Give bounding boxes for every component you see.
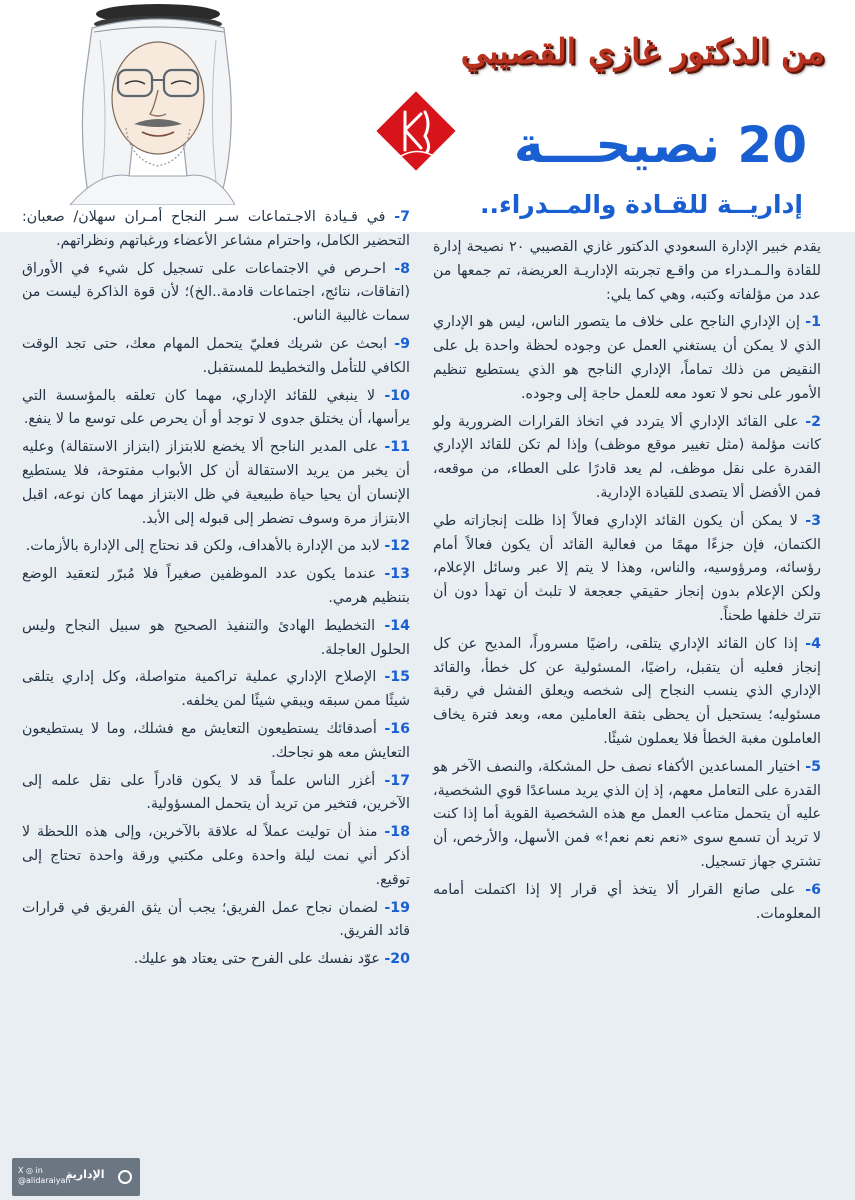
tip-number: 20- xyxy=(384,951,410,968)
tip-11 xyxy=(22,436,410,531)
tip-number: 10- xyxy=(384,387,410,404)
tip-text: أغزر الناس علماً قد لا يكون قادراً على نقل علمه إلى الآخرين، فتخير من تريد أن يتحمل المسؤولية. xyxy=(22,772,410,813)
tip-12 xyxy=(22,535,410,559)
tip-number: 15- xyxy=(384,669,410,686)
tip-text: عوّد نفسك على الفرح حتى يعتاد هو عليك. xyxy=(133,951,385,968)
footer-social xyxy=(18,1166,70,1186)
tip-text: منذ أن توليت عملاً له علاقة بالآخرين، وإلى هذه اللحظة لا أذكر أني نمت ليلة واحدة وعلى مكتبي ورقة واحدة تحتاج إلى توقيع. xyxy=(22,824,410,888)
tip-number: 13- xyxy=(384,566,410,583)
page-subtitle: إداريــة للقـادة والمــدراء.. xyxy=(479,190,803,219)
tip-text: على القائد الإداري ألا يتردد في اتخاذ القرارات الضرورية ولو كانت مؤلمة (مثل تغيير موقع موظف) وإذا لم تكن للقائد الإداري القدرة على نقل موظف، لم يعد قادرًا على العطاء، من موقعه، فمن الأفضل ألا يتصدى للقيادة الإدارية. xyxy=(433,413,821,501)
tip-2 xyxy=(433,411,821,506)
social-handle: @alidaraiyah xyxy=(18,1176,71,1185)
tip-text: ابحث عن شريك فعليّ يتحمل المهام معك، حتى تجد الوقت الكافي للتأمل والتخطيط للمستقبل. xyxy=(22,335,410,376)
tip-number: 1- xyxy=(805,314,821,331)
left-column xyxy=(22,206,410,976)
tip-text: احـرص في الاجتماعات على تسجيل كل شيء في الأوراق (اتفاقات، نتائج، اجتماعات قادمة..الخ)؛ لأن قوة الذاكرة ليست من سمات غالبية الناس. xyxy=(22,260,410,325)
tip-16 xyxy=(22,718,410,766)
tip-13 xyxy=(22,563,410,611)
tip-14 xyxy=(22,615,410,663)
tip-18 xyxy=(22,821,410,892)
tip-text: على صانع القرار ألا يتخذ أي قرار إلا إذا اكتملت أمامه المعلومات. xyxy=(433,881,821,922)
tip-7 xyxy=(22,206,410,254)
tip-number: 7- xyxy=(394,209,410,225)
tip-text: إن الإداري الناجح على خلاف ما يتصور الناس، ليس هو الإداري الذي لا يمكن أن يستغني العمل عن وجوده لحظة واحدة بل على النقيض من ذلك تماماً، الإداري الناجح هو الذي يستطيع تنظيم الأمور على نحو لا تعود معه للعمل حاجة إلى وجوده. xyxy=(433,314,821,402)
red-diamond-logo-icon xyxy=(375,90,457,172)
footer-brand: الإدارية xyxy=(66,1168,105,1181)
tip-text: التخطيط الهادئ والتنفيذ الصحيح هو سبيل النجاح وليس الحلول العاجلة. xyxy=(22,617,410,658)
tip-number: 12- xyxy=(384,538,410,555)
tip-text: لا ينبغي للقائد الإداري، مهما كان تعلقه بالمؤسسة التي يرأسها، أن يختلق جدوى لا توجد أو أن يحرص على توسع ما لا ينفع. xyxy=(22,387,410,428)
tip-4 xyxy=(433,633,821,752)
tip-text: أصدقائك يستطيعون التعايش مع فشلك، وما لا يستطيعون التعايش معه هو نجاحك. xyxy=(22,720,410,761)
intro-paragraph: يقدم خبير الإدارة السعودي الدكتور غازي القصيبي ٢٠ نصيحة إدارة للقادة والـمـدراء من واقـع تجربته الإداريـة العريضة، تم جمعها من عدد من مؤلفاته وكتبه، وهي كما يلي: xyxy=(433,239,821,303)
tip-1 xyxy=(433,311,821,406)
tip-text: في قـيادة الاجـتماعات سـر النجاح أمـران سهلان/ صعبان: التحضير الكامل، واحترام مشاعر الأعضاء ورغباتهم ونظراتهم. xyxy=(22,209,410,249)
tip-number: 19- xyxy=(384,899,410,916)
tip-number: 17- xyxy=(384,772,410,789)
tip-15 xyxy=(22,666,410,714)
tip-9 xyxy=(22,333,410,381)
tip-number: 2- xyxy=(805,413,821,430)
tip-3 xyxy=(433,510,821,629)
tip-text: لضمان نجاح عمل الفريق؛ يجب أن يثق الفريق في قرارات قائد الفريق. xyxy=(22,899,410,940)
tip-text: إذا كان القائد الإداري يتلقى، راضيًا مسروراً، المديح عن كل إنجاز فعليه أن يتقبل، راضيًا، المسئولية عن كل خطأ، والقائد الإداري الذي ينسب النجاح إلى شخصه ويعلق الفشل في رقبة مسئوليه؛ يستحيل أن يحظى بثقة العاملين معه، وبعد فترة يخاف العاملون مغبة الخطأ فلا يعملون شيئًا. xyxy=(433,635,821,747)
tip-number: 4- xyxy=(805,635,821,652)
header xyxy=(0,0,855,232)
brand-logo-icon xyxy=(118,1170,132,1184)
tip-text: اختيار المساعدين الأكفاء نصف حل المشكلة، والنصف الآخر هو القدرة على التعامل معهم، إذ إن الذي يريد مساعدًا قوي الشخصية، عليه أن يتحمل متاعب العمل مع هذه الشخصية القوية أما إذا كنت لا تريد أن تسمع سوى «نعم نعم نعم!» فمن الأسهل، والأرخص، أن تشتري جهاز تسجيل. xyxy=(433,758,821,870)
tip-17 xyxy=(22,770,410,818)
tip-text: عندما يكون عدد الموظفين صغيراً فلا مُبرّر لتعقيد الوضع بتنظيم هرمي. xyxy=(22,566,410,606)
tip-19 xyxy=(22,897,410,945)
tip-number: 18- xyxy=(384,824,410,841)
social-icons: X ◎ in xyxy=(18,1166,43,1175)
tip-number: 3- xyxy=(805,512,821,529)
tip-6 xyxy=(433,879,821,927)
author-line: من الدكتور غازي القصيبي xyxy=(460,32,825,72)
tip-text: على المدير الناجح ألا يخضع للابتزاز (ابتزاز الاستقالة) وعليه أن يخبر من يريد الاستقالة أن كل الأبواب مفتوحة، فلا يستطيع الإنسان أن يحيا حياة طبيعية في ظل الابتزاز مهما كان نوعه، اقبل الابتزاز مرة وسوف تضطر إلى قبوله إلى الأبد. xyxy=(22,439,410,527)
tip-number: 8- xyxy=(394,260,410,277)
tip-text: لا يمكن أن يكون القائد الإداري فعالاً إذا ظلت إنجازاته طي الكتمان، فإن جزءًا مهمًا من فعالية القائد أن يكون فعالاً أمام رؤسائه، ومرؤوسيه، والناس، وهذا لا يتم إلا عبر وسائل الإعلام، ولكن الإعلام بدون إنجاز حقيقي جعجعة لا تلبث أن تهدأ دون أن تترك خلفها طحناً. xyxy=(433,512,821,624)
tip-text: الإصلاح الإداري عملية تراكمية متواصلة، وكل إداري يتلقى شيئًا ممن سبقه ويبقي شيئًا لمن يخلفه. xyxy=(22,669,410,710)
tip-number: 9- xyxy=(394,335,410,352)
page-title: 20 نصيحـــة xyxy=(513,116,807,174)
portrait-illustration xyxy=(30,0,235,205)
tip-5 xyxy=(433,756,821,875)
tip-number: 11- xyxy=(384,439,410,456)
right-column xyxy=(433,236,821,930)
tip-number: 16- xyxy=(384,720,410,737)
tip-number: 14- xyxy=(384,617,410,634)
tip-number: 6- xyxy=(805,881,821,898)
tip-20 xyxy=(22,948,410,972)
tip-8 xyxy=(22,258,410,329)
tip-text: لابد من الإدارة بالأهداف، ولكن قد نحتاج إلى الإدارة بالأزمات. xyxy=(25,538,385,555)
tip-number: 5- xyxy=(805,758,821,775)
tip-10 xyxy=(22,385,410,433)
